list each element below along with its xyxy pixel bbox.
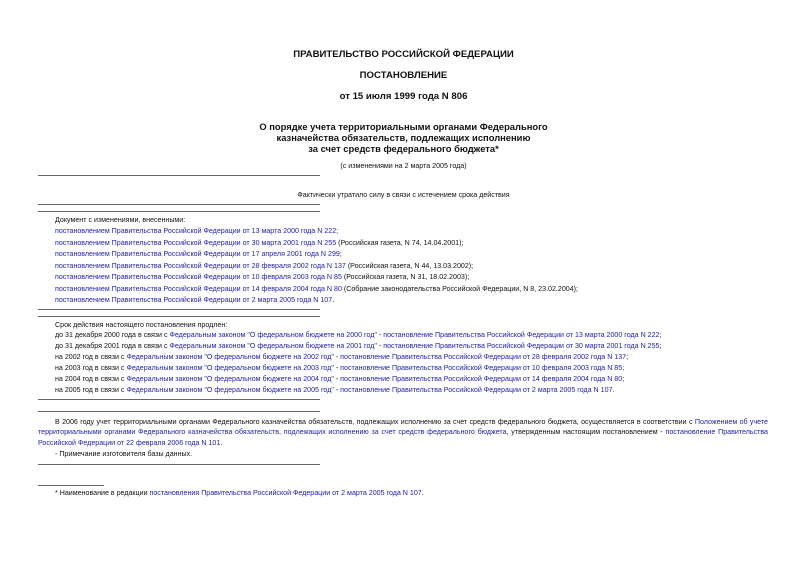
extension-item: на 2005 год в связи с Федеральным законом "О федеральном бюджете на 2005 год" - постановление Правительства Российской Федерации от 2 марта 2005 года N 107.	[55, 386, 615, 394]
amendment-link[interactable]: постановлением Правительства Российской Федерации от 28 февраля 2002 года N 137	[55, 261, 346, 270]
resolution-link[interactable]: постановление Правительства Российской Федерации от 14 февраля 2004 года N 80	[340, 375, 623, 383]
document-date-number: от 15 июля 1999 года N 806	[339, 91, 468, 102]
amendment-item: постановлением Правительства Российской Федерации от 28 февраля 2002 года N 137 (Российская газета, N 44, 13.03.2002);	[55, 261, 474, 270]
separator-rule	[38, 316, 320, 317]
separator-rule	[38, 211, 320, 212]
separator-rule	[38, 175, 320, 176]
amendment-link[interactable]: постановлением Правительства Российской Федерации от 14 февраля 2004 года N 80	[55, 284, 342, 293]
extension-item: до 31 декабря 2000 года в связи с Федеральным законом "О федеральном бюджете на 2000 год" - постановление Правительства Российской Федерации от 13 марта 2000 года N 222;	[55, 331, 662, 339]
extension-item: до 31 декабря 2001 года в связи с Федеральным законом "О федеральном бюджете на 2001 год" - постановление Правительства Российской Федерации от 30 марта 2001 года N 255;	[55, 342, 662, 350]
separator-rule	[38, 399, 320, 400]
resolution-link[interactable]: постановление Правительства Российской Федерации от 30 марта 2001 года N 255	[383, 342, 660, 350]
regulation-link[interactable]: Положением об учете территориальными органами Федерального казначейства обязательств, подлежащих исполнению за счет средств федерального бюджета	[38, 418, 768, 437]
amendment-item: постановлением Правительства Российской Федерации от 13 марта 2000 года N 222;	[55, 227, 339, 235]
extension-item: на 2002 год в связи с Федеральным законом "О федеральном бюджете на 2002 год" - постановление Правительства Российской Федерации от 28 февраля 2002 года N 137;	[55, 353, 629, 361]
extension-item: на 2004 год в связи с Федеральным законом "О федеральном бюджете на 2004 год" - постановление Правительства Российской Федерации от 14 февраля 2004 года N 80;	[55, 375, 625, 383]
title-line-2: казначейства обязательств, подлежащих исполнению	[276, 132, 531, 143]
amendment-link[interactable]: постановлением Правительства Российской Федерации от 10 февраля 2003 года N 85	[55, 273, 342, 281]
amendment-item: постановлением Правительства Российской Федерации от 17 апреля 2001 года N 299;	[55, 250, 342, 258]
amendment-link[interactable]: постановлением Правительства Российской Федерации от 13 марта 2000 года N 222	[55, 227, 337, 235]
document-type: ПОСТАНОВЛЕНИЕ	[359, 70, 448, 81]
amendment-item: постановлением Правительства Российской Федерации от 14 февраля 2004 года N 80 (Собрание законодательства Российской Федерации, N 8, 23.02.2004);	[55, 284, 579, 293]
federal-law-link[interactable]: Федеральным законом "О федеральном бюджете на 2005 год"	[126, 386, 334, 394]
extension-heading: Срок действия настоящего постановления продлен:	[55, 321, 228, 329]
amendment-item: постановлением Правительства Российской Федерации от 2 марта 2005 года N 107.	[55, 296, 335, 304]
separator-rule	[38, 204, 320, 205]
footnote: * Наименование в редакции постановления Правительства Российской Федерации от 2 марта 2005 года N 107.	[55, 489, 424, 497]
separator-rule	[38, 411, 320, 412]
footnote-link[interactable]: постановления Правительства Российской Федерации от 2 марта 2005 года N 107	[149, 489, 422, 497]
government-heading: ПРАВИТЕЛЬСТВО РОССИЙСКОЙ ФЕДЕРАЦИИ	[293, 49, 514, 60]
title-line-1: О порядке учета территориальными органами Федерального	[259, 121, 548, 132]
separator-rule	[38, 464, 320, 465]
resolution-link[interactable]: постановление Правительства Российской Федерации от 2 марта 2005 года N 107	[340, 386, 613, 394]
footnote-rule	[38, 485, 104, 486]
resolution-link[interactable]: постановление Правительства Российской Федерации от 10 февраля 2003 года N 85	[340, 364, 623, 372]
federal-law-link[interactable]: Федеральным законом "О федеральном бюджете на 2000 год"	[169, 331, 377, 339]
editor-note: - Примечание изготовителя базы данных.	[55, 450, 193, 458]
federal-law-link[interactable]: Федеральным законом "О федеральном бюджете на 2004 год"	[126, 375, 334, 383]
title-line-3: за счет средств федерального бюджета*	[308, 143, 499, 154]
edition-note: (с изменениями на 2 марта 2005 года)	[340, 162, 467, 170]
amendment-link[interactable]: постановлением Правительства Российской Федерации от 2 марта 2005 года N 107	[55, 296, 333, 304]
resolution-link[interactable]: постановление Правительства Российской Федерации от 22 февраля 2006 года N 101	[38, 428, 768, 447]
amendment-link[interactable]: постановлением Правительства Российской Федерации от 17 апреля 2001 года N 299	[55, 250, 340, 258]
amendment-item: постановлением Правительства Российской Федерации от 30 марта 2001 года N 255 (Российская газета, N 74, 14.04.2001);	[55, 238, 464, 247]
resolution-link[interactable]: постановление Правительства Российской Федерации от 13 марта 2000 года N 222	[383, 331, 660, 339]
status-note: Фактически утратило силу в связи с истечением срока действия	[297, 191, 510, 199]
federal-law-link[interactable]: Федеральным законом "О федеральном бюджете на 2003 год"	[126, 364, 334, 372]
note-2006-paragraph: В 2006 году учет территориальными органами Федерального казначейства обязательств, подлежащих исполнению за счет средств федерального бюджета, осуществляется в соответствии с Положением об учете территориальными органами Федерального казначейства обязательств, подлежащих исполнению за счет средств федерального бюджета, утвержденным настоящим постановлением - постановление Правительства Российской Федерации от 22 февраля 2006 года N 101.	[38, 418, 768, 447]
separator-rule	[38, 309, 320, 310]
federal-law-link[interactable]: Федеральным законом "О федеральном бюджете на 2001 год"	[169, 342, 377, 350]
resolution-link[interactable]: постановление Правительства Российской Федерации от 28 февраля 2002 года N 137	[340, 353, 627, 361]
extension-item: на 2003 год в связи с Федеральным законом "О федеральном бюджете на 2003 год" - постановление Правительства Российской Федерации от 10 февраля 2003 года N 85;	[55, 364, 625, 372]
amendment-link[interactable]: постановлением Правительства Российской Федерации от 30 марта 2001 года N 255	[55, 238, 337, 247]
federal-law-link[interactable]: Федеральным законом "О федеральном бюджете на 2002 год"	[126, 353, 334, 361]
amendment-item: постановлением Правительства Российской Федерации от 10 февраля 2003 года N 85 (Российская газета, N 31, 18.02.2003);	[55, 273, 470, 281]
amendments-heading: Документ с изменениями, внесенными:	[55, 216, 186, 224]
